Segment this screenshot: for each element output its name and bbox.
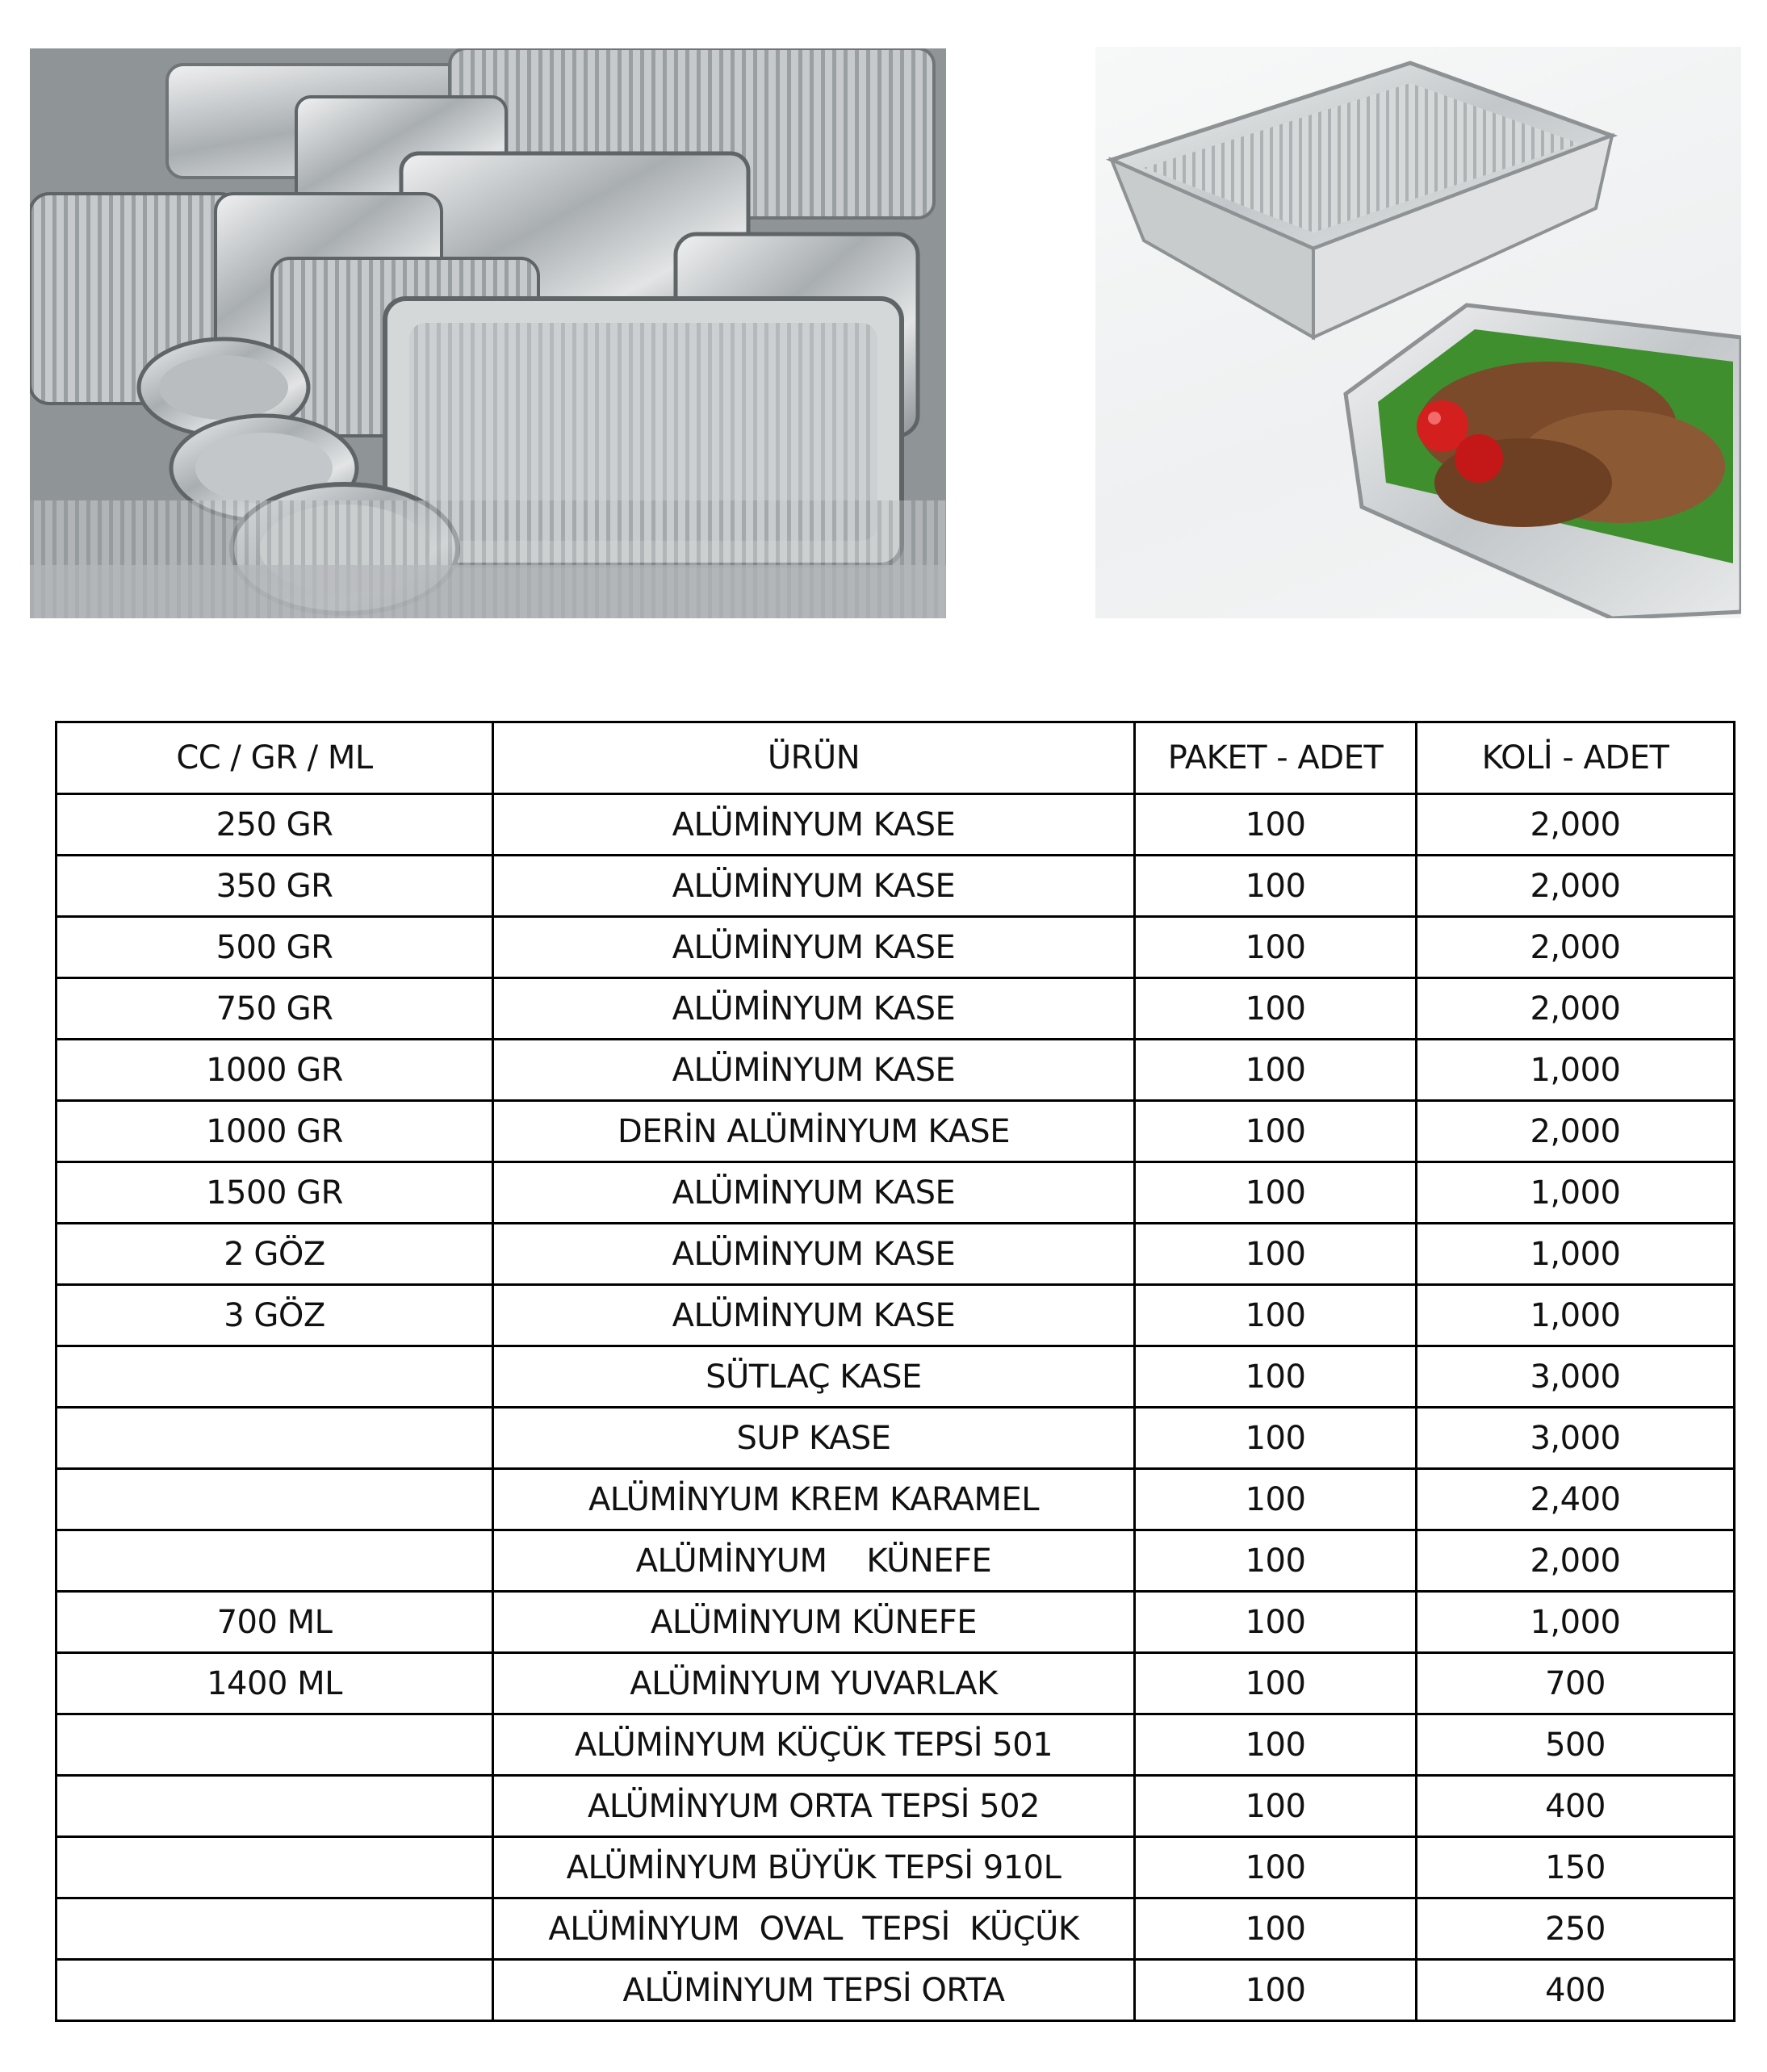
cell-product: ALÜMİNYUM KÜÇÜK TEPSİ 501: [493, 1714, 1135, 1776]
cell-box-qty: 2,400: [1417, 1469, 1735, 1530]
table-row: [57, 1592, 1735, 1653]
cell-size: 250 GR: [57, 794, 493, 856]
cell-product: SUP KASE: [493, 1408, 1135, 1469]
cell-size: [57, 1776, 493, 1837]
cell-pack-qty: 100: [1135, 1408, 1417, 1469]
cell-box-qty: 3,000: [1417, 1408, 1735, 1469]
table-row: [57, 1776, 1735, 1837]
cell-pack-qty: 100: [1135, 1224, 1417, 1285]
table-row: [57, 1408, 1735, 1469]
table-row: [57, 917, 1735, 978]
cell-size: 2 GÖZ: [57, 1224, 493, 1285]
cell-box-qty: 1,000: [1417, 1162, 1735, 1224]
cell-pack-qty: 100: [1135, 1653, 1417, 1714]
cell-pack-qty: 100: [1135, 978, 1417, 1040]
cell-pack-qty: 100: [1135, 1960, 1417, 2021]
cell-box-qty: 2,000: [1417, 978, 1735, 1040]
cell-pack-qty: 100: [1135, 1776, 1417, 1837]
cell-pack-qty: 100: [1135, 1898, 1417, 1960]
header-size: CC / GR / ML: [57, 722, 493, 794]
cell-box-qty: 150: [1417, 1837, 1735, 1898]
cell-pack-qty: 100: [1135, 1346, 1417, 1408]
table-row: [57, 1469, 1735, 1530]
table-header-row: [57, 722, 1735, 794]
cell-product: ALÜMİNYUM YUVARLAK: [493, 1653, 1135, 1714]
cell-product: ALÜMİNYUM KREM KARAMEL: [493, 1469, 1135, 1530]
cell-size: [57, 1408, 493, 1469]
cell-product: ALÜMİNYUM KASE: [493, 1285, 1135, 1346]
header-box-qty: KOLİ - ADET: [1417, 722, 1735, 794]
cell-size: 1000 GR: [57, 1040, 493, 1101]
header-product: ÜRÜN: [493, 722, 1135, 794]
cell-product: ALÜMİNYUM KÜNEFE: [493, 1530, 1135, 1592]
header-pack-qty: PAKET - ADET: [1135, 722, 1417, 794]
cell-box-qty: 400: [1417, 1960, 1735, 2021]
cell-size: [57, 1714, 493, 1776]
cell-box-qty: 500: [1417, 1714, 1735, 1776]
cell-product: SÜTLAÇ KASE: [493, 1346, 1135, 1408]
table-row: [57, 1653, 1735, 1714]
cell-product: ALÜMİNYUM KASE: [493, 917, 1135, 978]
cell-size: 1000 GR: [57, 1101, 493, 1162]
cell-product: ALÜMİNYUM KASE: [493, 1040, 1135, 1101]
cell-box-qty: 400: [1417, 1776, 1735, 1837]
cell-box-qty: 250: [1417, 1898, 1735, 1960]
cell-size: 1500 GR: [57, 1162, 493, 1224]
cell-product: ALÜMİNYUM KASE: [493, 1162, 1135, 1224]
cell-size: [57, 1346, 493, 1408]
table-row: [57, 1530, 1735, 1592]
table-row: [57, 1162, 1735, 1224]
cell-product: ALÜMİNYUM KASE: [493, 794, 1135, 856]
cell-box-qty: 2,000: [1417, 1101, 1735, 1162]
cell-pack-qty: 100: [1135, 1162, 1417, 1224]
cell-product: ALÜMİNYUM BÜYÜK TEPSİ 910L: [493, 1837, 1135, 1898]
cell-box-qty: 2,000: [1417, 1530, 1735, 1592]
cell-product: DERİN ALÜMİNYUM KASE: [493, 1101, 1135, 1162]
table-row: [57, 1285, 1735, 1346]
cell-size: 350 GR: [57, 856, 493, 917]
table-row: [57, 1101, 1735, 1162]
table-row: [57, 1346, 1735, 1408]
product-table: [55, 721, 1736, 2022]
table-row: [57, 1960, 1735, 2021]
cell-pack-qty: 100: [1135, 1040, 1417, 1101]
cell-pack-qty: 100: [1135, 1837, 1417, 1898]
table-row: [57, 1224, 1735, 1285]
cell-size: [57, 1469, 493, 1530]
foil-tray-with-food-image: [1095, 47, 1741, 618]
foil-containers-stack-image: [30, 48, 946, 618]
cell-pack-qty: 100: [1135, 1469, 1417, 1530]
cell-box-qty: 700: [1417, 1653, 1735, 1714]
cell-box-qty: 2,000: [1417, 917, 1735, 978]
table-row: [57, 856, 1735, 917]
cell-pack-qty: 100: [1135, 1530, 1417, 1592]
cell-box-qty: 1,000: [1417, 1285, 1735, 1346]
cell-pack-qty: 100: [1135, 1592, 1417, 1653]
table-row: [57, 1714, 1735, 1776]
cell-size: 700 ML: [57, 1592, 493, 1653]
cell-size: [57, 1898, 493, 1960]
cell-pack-qty: 100: [1135, 1714, 1417, 1776]
cell-box-qty: 3,000: [1417, 1346, 1735, 1408]
cell-product: ALÜMİNYUM KÜNEFE: [493, 1592, 1135, 1653]
cell-product: ALÜMİNYUM TEPSİ ORTA: [493, 1960, 1135, 2021]
cell-size: [57, 1837, 493, 1898]
cell-pack-qty: 100: [1135, 794, 1417, 856]
cell-box-qty: 1,000: [1417, 1040, 1735, 1101]
table-row: [57, 1837, 1735, 1898]
cell-box-qty: 1,000: [1417, 1592, 1735, 1653]
cell-product: ALÜMİNYUM OVAL TEPSİ KÜÇÜK: [493, 1898, 1135, 1960]
cell-pack-qty: 100: [1135, 917, 1417, 978]
cell-box-qty: 1,000: [1417, 1224, 1735, 1285]
cell-box-qty: 2,000: [1417, 794, 1735, 856]
table-row: [57, 794, 1735, 856]
table-row: [57, 1898, 1735, 1960]
cell-box-qty: 2,000: [1417, 856, 1735, 917]
cell-size: 500 GR: [57, 917, 493, 978]
cell-size: [57, 1960, 493, 2021]
cell-pack-qty: 100: [1135, 1101, 1417, 1162]
cell-product: ALÜMİNYUM KASE: [493, 978, 1135, 1040]
cell-pack-qty: 100: [1135, 1285, 1417, 1346]
cell-size: 1400 ML: [57, 1653, 493, 1714]
table-row: [57, 1040, 1735, 1101]
table-row: [57, 978, 1735, 1040]
cell-product: ALÜMİNYUM KASE: [493, 856, 1135, 917]
cell-product: ALÜMİNYUM KASE: [493, 1224, 1135, 1285]
cell-size: [57, 1530, 493, 1592]
cell-pack-qty: 100: [1135, 856, 1417, 917]
cell-size: 3 GÖZ: [57, 1285, 493, 1346]
cell-product: ALÜMİNYUM ORTA TEPSİ 502: [493, 1776, 1135, 1837]
cell-size: 750 GR: [57, 978, 493, 1040]
